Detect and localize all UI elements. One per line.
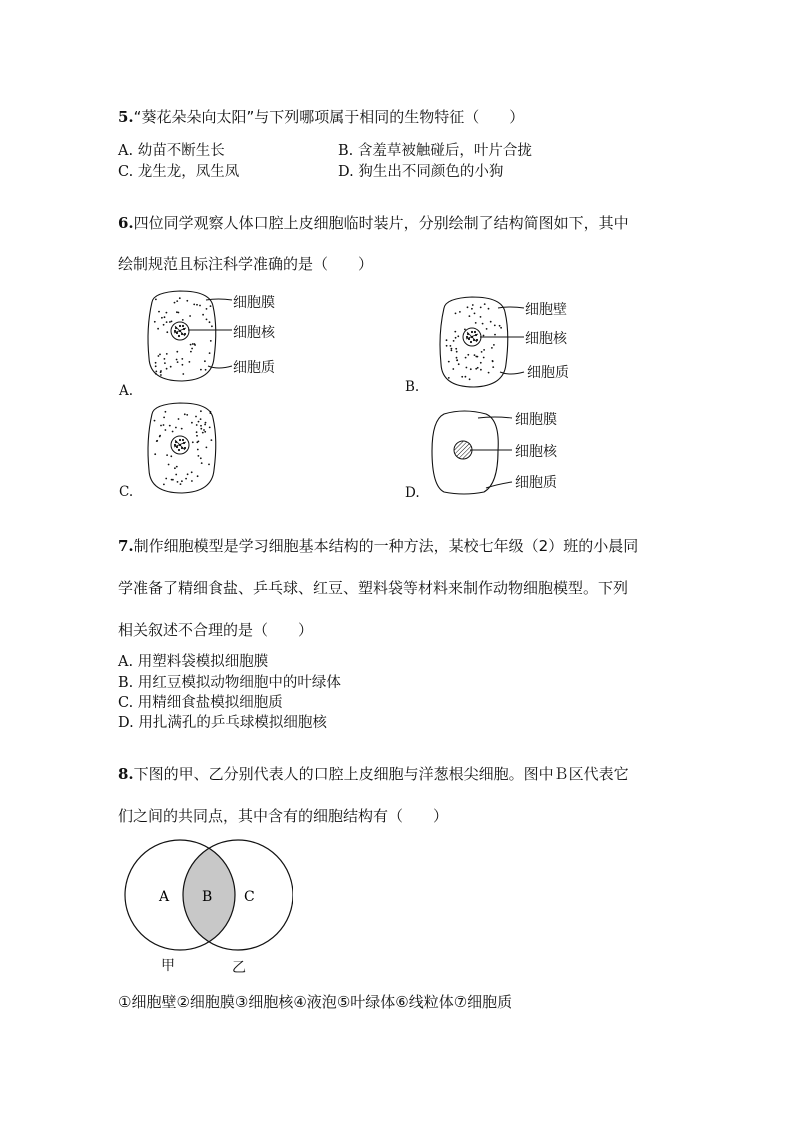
figure-a-letter: A. xyxy=(119,383,134,399)
q7-stem-line1: 7.制作细胞模型是学习细胞基本结构的一种方法，某校七年级（2）班的小晨同 xyxy=(118,537,639,555)
figure-d-leader-lines xyxy=(470,410,520,494)
q6-stem-line1: 6.四位同学观察人体口腔上皮细胞临时装片，分别绘制了结构简图如下，其中 xyxy=(118,214,629,232)
venn-left-label: 甲 xyxy=(161,958,175,974)
venn-label-b: B xyxy=(202,889,213,905)
structure-item: ③细胞核 xyxy=(234,993,294,1011)
structure-item: ⑤叶绿体 xyxy=(336,993,396,1011)
q5-number: 5. xyxy=(118,108,134,126)
q6-stem-line2: 绘制规范且标注科学准确的是（ ） xyxy=(118,255,374,273)
figure-a-label-2: 细胞核 xyxy=(233,325,275,341)
structure-item: ①细胞壁 xyxy=(118,993,177,1011)
q7-number: 7. xyxy=(118,537,134,555)
figure-d-letter: D. xyxy=(405,485,420,501)
figure-b-label-2: 细胞核 xyxy=(525,331,567,347)
figure-c-letter: C. xyxy=(119,484,134,500)
q7-option-a: A. 用塑料袋模拟细胞膜 xyxy=(118,654,269,670)
q5-stem xyxy=(118,106,524,127)
figure-b-label-3: 细胞质 xyxy=(527,365,569,381)
figure-a-label-3: 细胞质 xyxy=(233,360,275,376)
figure-a-leader-lines xyxy=(178,290,238,380)
structure-item: ⑥线粒体 xyxy=(395,993,454,1011)
q8-stem-line2: 们之间的共同点，其中含有的细胞结构有（ ） xyxy=(118,807,449,825)
q5-option-a: A. 幼苗不断生长 xyxy=(118,143,225,159)
q7-option-d: D. 用扎满孔的乒乓球模拟细胞核 xyxy=(118,715,327,731)
figure-b-leader-lines xyxy=(470,296,530,386)
cell-figure-c xyxy=(140,400,230,500)
figure-b-letter: B. xyxy=(405,379,420,395)
q5-stem-text: “葵花朵朵向太阳”与下列哪项属于相同的生物特征（ ） xyxy=(133,108,525,126)
figure-d-label-2: 细胞核 xyxy=(515,444,557,460)
q7-option-b: B. 用红豆模拟动物细胞中的叶绿体 xyxy=(118,675,341,691)
q6-number: 6. xyxy=(118,214,134,232)
q5-option-c: C. 龙生龙，凤生凤 xyxy=(118,164,240,180)
structure-item: ⑦细胞质 xyxy=(453,993,513,1011)
q5-option-d: D. 狗生出不同颜色的小狗 xyxy=(338,164,504,180)
q7-stem-line2: 学准备了精细食盐、乒乓球、红豆、塑料袋等材料来制作动物细胞模型。下列 xyxy=(118,579,629,597)
structure-item: ②细胞膜 xyxy=(176,993,235,1011)
figure-d-label-3: 细胞质 xyxy=(515,475,557,491)
q7-option-c: C. 用精细食盐模拟细胞质 xyxy=(118,695,283,711)
figure-d-label-1: 细胞膜 xyxy=(515,412,557,428)
venn-label-c: C xyxy=(244,889,255,905)
venn-right-label: 乙 xyxy=(232,960,246,976)
structure-item: ④液泡 xyxy=(293,993,337,1011)
q8-structure-list xyxy=(118,991,512,1012)
figure-a-label-1: 细胞膜 xyxy=(233,295,275,311)
q7-stem-line3: 相关叙述不合理的是（ ） xyxy=(118,621,314,639)
figure-b-label-1: 细胞壁 xyxy=(525,302,567,318)
venn-diagram xyxy=(118,838,293,978)
q5-option-b: B. 含羞草被触碰后，叶片合拢 xyxy=(338,143,532,159)
q8-stem-line1: 8.下图的甲、乙分别代表人的口腔上皮细胞与洋葱根尖细胞。图中Ｂ区代表它 xyxy=(118,765,629,783)
q8-number: 8. xyxy=(118,765,134,783)
venn-label-a: A xyxy=(159,889,170,905)
